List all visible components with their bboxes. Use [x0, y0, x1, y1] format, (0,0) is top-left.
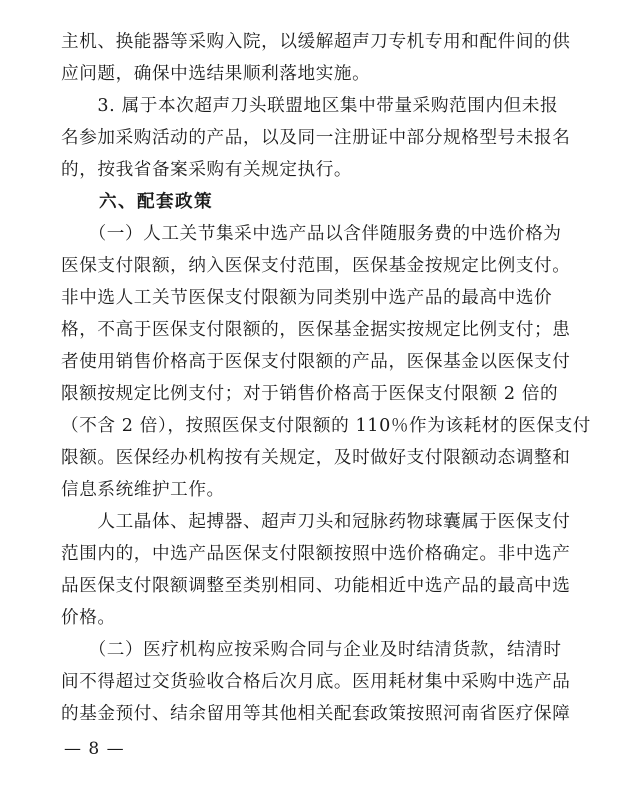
text-line-21: 间不得超过交货验收合格后次月底。医用耗材集中采购中选产品: [61, 672, 571, 692]
text-line-15: 信息系统维护工作。: [61, 480, 225, 500]
text-line-20: （二）医疗机构应按采购合同与企业及时结清货款，结清时: [61, 640, 562, 660]
text-line-14: 限额。医保经办机构按有关规定，及时做好支付限额动态调整和: [61, 448, 571, 468]
text-line-17: 范围内的，中选产品医保支付限额按照中选价格确定。非中选产: [61, 544, 571, 564]
text-line-11: 者使用销售价格高于医保支付限额的产品，医保基金以医保支付: [61, 352, 571, 372]
section-heading-policies: 六、配套政策: [61, 192, 213, 212]
text-line-8: 医保支付限额，纳入医保支付范围，医保基金按规定比例支付。: [61, 256, 571, 276]
text-line-1: 主机、换能器等采购入院，以缓解超声刀专机专用和配件间的供: [61, 32, 571, 52]
text-line-2: 应问题，确保中选结果顺利落地实施。: [61, 64, 371, 84]
text-line-13: （不含 2 倍），按照医保支付限额的 110％作为该耗材的医保支付: [61, 416, 591, 436]
text-line-19: 价格。: [61, 608, 116, 628]
text-line-3: 3. 属于本次超声刀头联盟地区集中带量采购范围内但未报: [61, 96, 559, 116]
text-line-10: 格，不高于医保支付限额的，医保基金据实按规定比例支付；患: [61, 320, 571, 340]
text-line-22: 的基金预付、结余留用等其他相关配套政策按照河南省医疗保障: [61, 704, 571, 724]
page-number: — 8 —: [64, 739, 125, 759]
text-line-7: （一）人工关节集采中选产品以含伴随服务费的中选价格为: [61, 224, 562, 244]
text-line-18: 品医保支付限额调整至类别相同、功能相近中选产品的最高中选: [61, 576, 571, 596]
text-line-9: 非中选人工关节医保支付限额为同类别中选产品的最高中选价: [61, 288, 553, 308]
text-line-4: 名参加采购活动的产品，以及同一注册证中部分规格型号未报名: [61, 128, 571, 148]
text-line-5: 的，按我省备案采购有关规定执行。: [61, 160, 353, 180]
text-line-12: 限额按规定比例支付；对于销售价格高于医保支付限额 2 倍的: [61, 384, 559, 404]
text-line-16: 人工晶体、起搏器、超声刀头和冠脉药物球囊属于医保支付: [61, 512, 571, 532]
